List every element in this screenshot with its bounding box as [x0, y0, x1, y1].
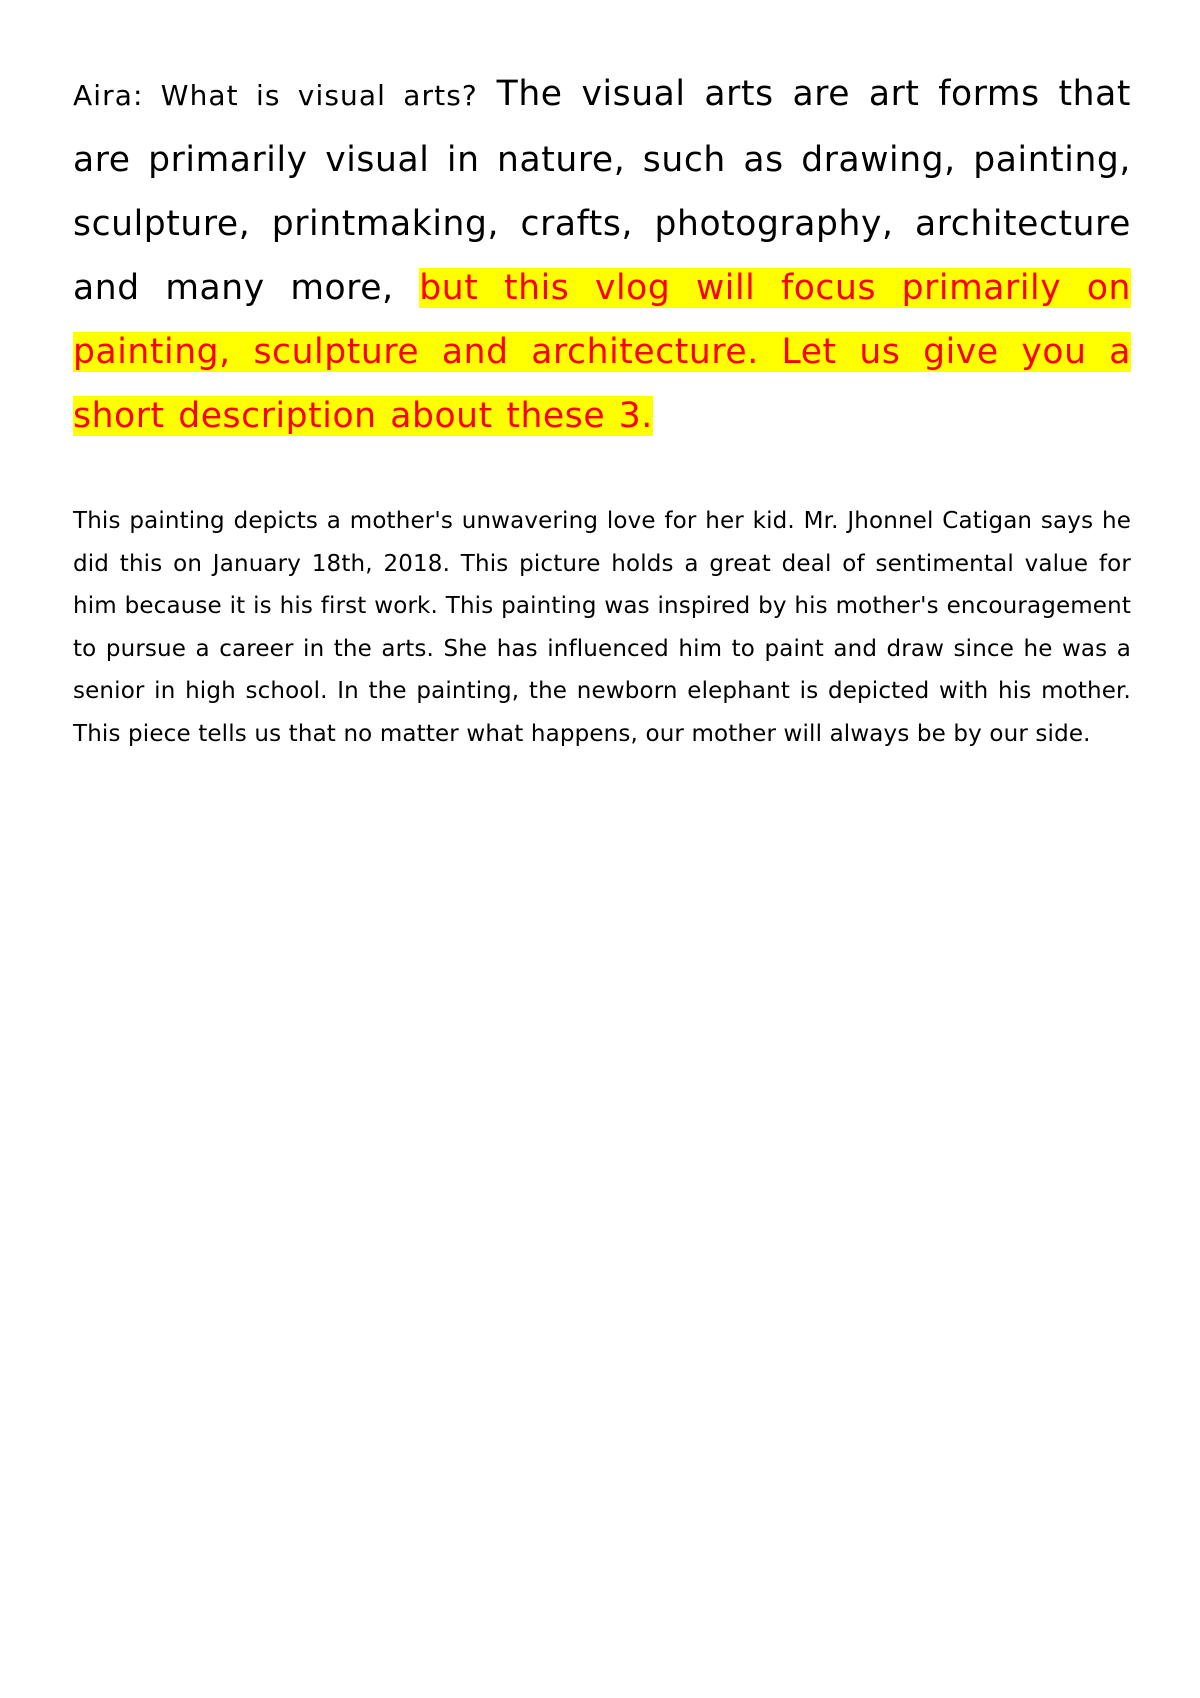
intro-highlighted-text: but this vlog will focus primarily on painting, sculpture and architecture. Let us give you a short description about these 3. — [73, 268, 1131, 436]
intro-plain-text: The visual arts are art forms that are primarily visual in nature, such as drawing, painting, sculpture, printmaking, crafts, photography, architecture and many more, — [73, 74, 1131, 308]
intro-paragraph — [73, 62, 1131, 448]
painting-description-paragraph: This painting depicts a mother's unwavering love for her kid. Mr. Jhonnel Catigan says he did this on January 18th, 2018. This picture holds a great deal of sentimental value for him because it is his first work. This painting was inspired by his mother's encouragement to pursue a career in the arts. She has influenced him to paint and draw since he was a senior in high school. In the painting, the newborn elephant is depicted with his mother. This piece tells us that no matter what happens, our mother will always be by our side. — [73, 508, 1131, 747]
intro-lead-question: Aira: What is visual arts? — [73, 79, 478, 112]
document-page — [73, 62, 1131, 755]
